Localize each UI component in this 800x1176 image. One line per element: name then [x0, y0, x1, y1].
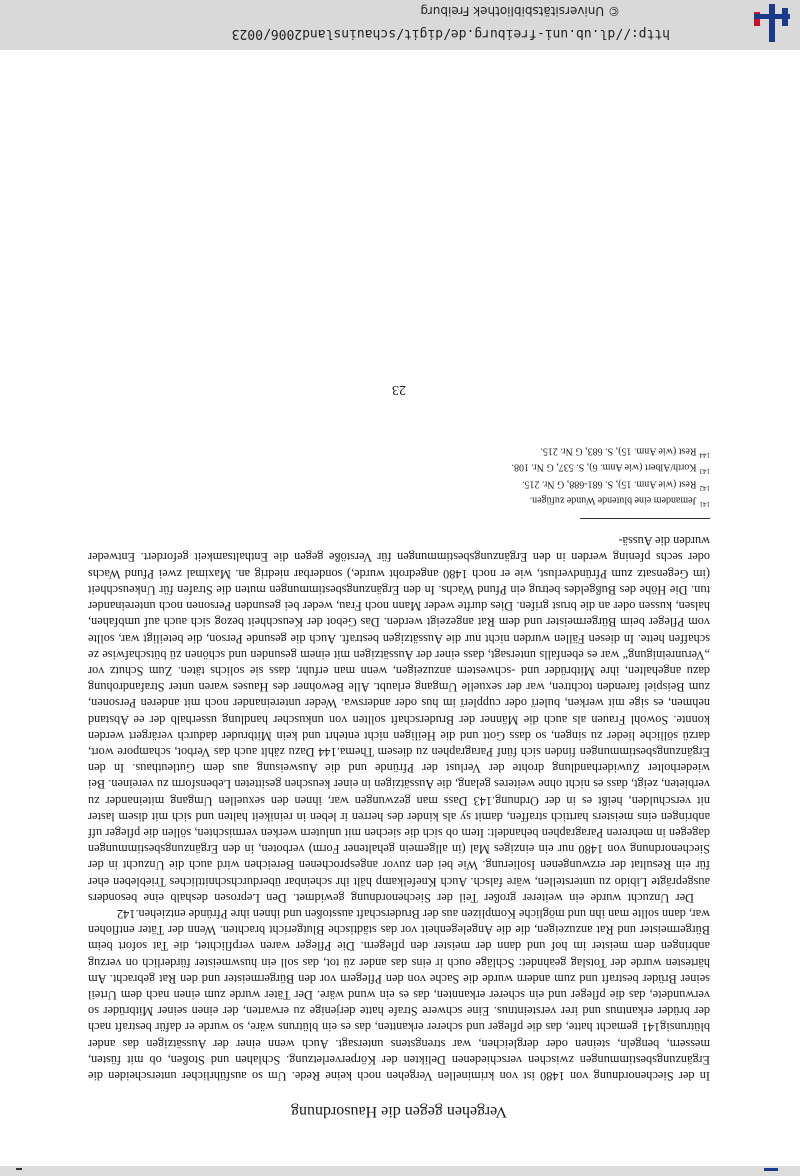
paragraph: Der Unzucht wurde ein weiterer großer Teil der Siechenordnung gewidmet. Den Leprosen deshalb eine besonders ausgeprägte Libido zu unterstellen, wäre falsch. Auch Knefelkamp hält ihr scheinbar überdurchschnittliches Triebleben eher für ein Resultat der erzwungenen Isolierung. Wie bei den zuvor angesprochenen Bereichen wird auch die Unzucht in der Siechenordnung von 1480 nur ein einziges Mal (in allgemein gehaltener Form) verboten, in den Ergänzungsbestimmungen dagegen in mehreren Paragraphen behandelt: Item ob sich die siechen mit unlutern werken vermischten, söllen die pfleger uff anbringen eins meisters harttich straffen, damit sy als kinder des herren ir leben in reinikeit halten und sich mit disem laster nit verschulden, heißt es in der Ordnung.143 Dass man gezwungen war, ihnen den sexuellen Umgang miteinander zu verbieten, zeigt, dass es nicht ohne weiteres gelang, die Aussätzigen in einer keuschen gesitteten Lebensform zu vereinen. Bei wiederholter Zuwiderhandlung drohte der Verlust der Pfründe und die Ausweisung aus dem Gutleuthaus. In den Ergänzungsbestimmungen finden sich fünf Paragraphen zu diesem Thema.144 Dazu zählt auch das Verbot, schampore wort, darzü sölliche lieder zu singen, so dass Gott und die Heiligen nicht entehrt und kein Mitbruder dadurch verärgert werden konnte. Sowohl Frauen als auch die Männer der Bruderschaft sollten von unkuscher handlung usserhalb der ee Abstand nehmen, es sige mit werken, bulerï oder cupplerï im hus oder anderswa. Weder untereinander noch mit anderen Personen, zum Beispiel farenden tochtren, war der sexuelle Umgang erlaubt. Alle Bewohner des Hauses waren unter Strafandrohung dazu angehalten, ihre Mitbrüder und -schwestern anzuzeigen, wenn man erfuhr, dass sie solichs täten. Zum Schutz vor „Verunreinigung“ war es ebenfalls untersagt, dass einer der Aussätzigen mit einem gesunden und schönen zü bütschafwise ze schaffen hette. In diesen Fällen wurden nicht nur die Aussätzigen bestraft. Auch die gesunde Person, die beteiligt war, sollte vom Pfleger beim Bürgermeister und dem Rat angezeigt werden. Das Gebot der Keuschheit bezog sich auch auf umbfahen, halsen, kussen oder an die brust grifen. Dies durfte weder Mann noch Frau, weder bei gesunden Personen noch untereinander tun. Die Höhe des Bußgeldes betrug ein Pfund Wachs. In den Ergänzungsbestimmungen muten die Strafen für Unkeuschheit (im Gegensatz zum Pfründverlust, wie er noch 1480 angedroht wurde,) sonderbar niedrig an. Maximal zwei Pfund Wachs oder sechs pfening werden in den Ergänzungsbestimmungen für Verstöße gegen die Enthaltsamkeit gefordert. Entweder wurden die Aussä- [88, 534, 710, 905]
body-text [88, 533, 710, 1084]
document-url[interactable]: http://dl.ub.uni-freiburg.de/digit/schauinsland2006/0023 [231, 26, 670, 41]
footnote-divider [580, 518, 710, 519]
footnote: $^{141}$Jemandem eine blutende Wunde zufügen. [529, 494, 710, 509]
footnote: $^{142}$Rest (wie Anm. 15), S. 681-688, G Nr. 215. [522, 478, 710, 492]
university-logo-icon [752, 4, 792, 42]
footnote: $^{143}$Korth/Albert (wie Anm. 6), S. 537, G Nr. 108. [511, 462, 710, 476]
scanned-page [88, 120, 710, 1120]
viewer-header [0, 0, 800, 50]
section-heading: Vergehen gegen die Hausordnung [290, 1103, 508, 1120]
footer-logo-mark [764, 1168, 778, 1171]
viewer-footer [0, 1166, 800, 1176]
footnotes [88, 445, 710, 510]
footer-marker [16, 1168, 22, 1170]
page-number: 23 [392, 381, 406, 397]
footnote: $^{144}$Rest (wie Anm. 15), S. 683, G Nr. 215. [540, 445, 710, 460]
paragraph: In der Siechenordnung von 1480 ist von kriminellen Vergehen noch keine Rede. Um so ausführlicher unterscheiden die Ergänzungsbestimmungen zwischen verschiedenen Delikten der Körperverletzung. Schlahen und Stoßen, ob mit füsten, messern, bengeln, steinen oder dergleichen, war strengstens untersagt. Auch wenn einer der Aussätzigen das ander blütrunsig141 gemacht hatte, das die pfleger und scherer erkantten, das es ein blütruns wäre, so wurde er dafür bestraft nach der brüder erkantnus und irer versteintnus. Eine schwere Strafe hatte derjenige zu erwarten, der einen seiner Mitbrüder so verwundete, das die pfleger und ein scherer erkannten, das es ein wund wäre. Der Täter wurde zum einen nach dem Urteil seiner Brüder bestraft und zum andern wurde die Sache von den Pflegern vor den Bürgermeister und den Rat gebracht. Am härtesten wurde der Totslag geahndet: Schläge ouch ir eins das ander zü tot, das soll ein huswmeister fürderlich on verzug anbringen dem meister im hof und dann der meister den pflegern. Die Pfleger waren verpflichtet, die Tat sofort beim Bürgermeister und Rat anzuzeigen, die die Angelegenheit vor das städtische Blutgericht brachten. Wenn der Täter entflohen war, dann sollte man ihn und mögliche Komplizen aus der Bruderschaft ausstoßen und ihnen ihre Pfründe entziehen.142 [88, 906, 710, 1083]
copyright-notice: © Universitätsbibliothek Freiburg [420, 4, 620, 18]
